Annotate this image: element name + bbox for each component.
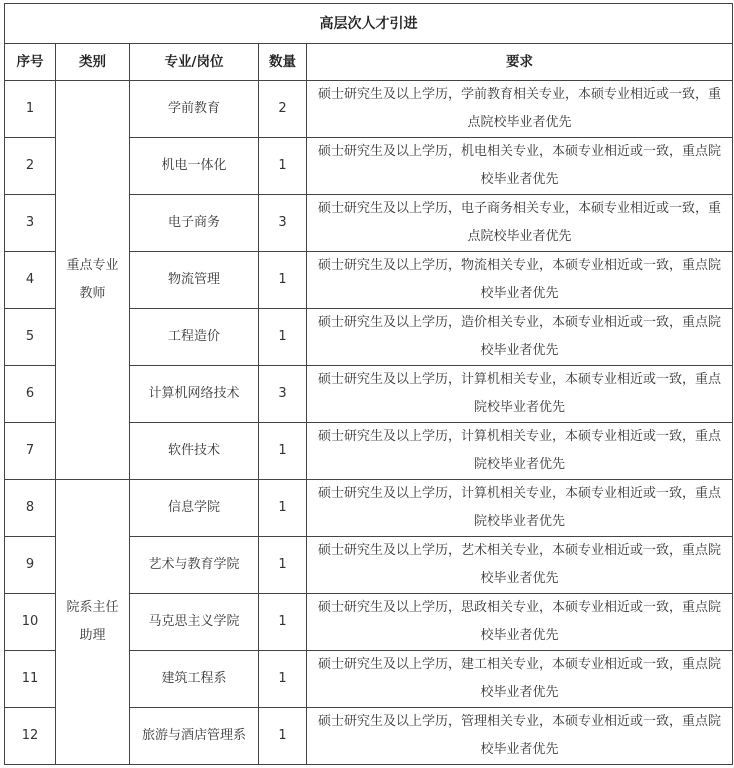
position-cell: 物流管理 <box>130 252 259 309</box>
category-cell <box>56 81 130 480</box>
count-cell: 1 <box>259 708 307 765</box>
row-number: 11 <box>5 651 56 708</box>
header-requirement: 要求 <box>307 44 733 81</box>
requirement-cell: 硕士研究生及以上学历，艺术相关专业，本硕专业相近或一致，重点院校毕业者优先 <box>307 537 733 594</box>
requirement-cell: 硕士研究生及以上学历，机电相关专业，本硕专业相近或一致，重点院校毕业者优先 <box>307 138 733 195</box>
category-label-line2: 助理 <box>79 628 106 643</box>
count-cell: 1 <box>259 423 307 480</box>
position-cell: 艺术与教育学院 <box>130 537 259 594</box>
table-row <box>5 81 733 138</box>
position-cell: 建筑工程系 <box>130 651 259 708</box>
row-number: 7 <box>5 423 56 480</box>
row-number: 9 <box>5 537 56 594</box>
table-row <box>5 480 733 537</box>
count-cell: 2 <box>259 81 307 138</box>
table-title: 高层次人才引进 <box>5 4 733 44</box>
row-number: 5 <box>5 309 56 366</box>
talent-table <box>4 3 733 765</box>
row-number: 2 <box>5 138 56 195</box>
requirement-cell: 硕士研究生及以上学历，电子商务相关专业，本硕专业相近或一致，重点院校毕业者优先 <box>307 195 733 252</box>
position-cell: 电子商务 <box>130 195 259 252</box>
requirement-cell: 硕士研究生及以上学历，计算机相关专业，本硕专业相近或一致，重点院校毕业者优先 <box>307 480 733 537</box>
category-cell <box>56 480 130 765</box>
requirement-cell: 硕士研究生及以上学历，计算机相关专业，本硕专业相近或一致，重点院校毕业者优先 <box>307 366 733 423</box>
count-cell: 3 <box>259 366 307 423</box>
count-cell: 1 <box>259 138 307 195</box>
position-cell: 计算机网络技术 <box>130 366 259 423</box>
requirement-cell: 硕士研究生及以上学历，思政相关专业，本硕专业相近或一致，重点院校毕业者优先 <box>307 594 733 651</box>
requirement-cell: 硕士研究生及以上学历，物流相关专业，本硕专业相近或一致，重点院校毕业者优先 <box>307 252 733 309</box>
count-cell: 3 <box>259 195 307 252</box>
position-cell: 信息学院 <box>130 480 259 537</box>
requirement-cell: 硕士研究生及以上学历，计算机相关专业，本硕专业相近或一致，重点院校毕业者优先 <box>307 423 733 480</box>
header-count: 数量 <box>259 44 307 81</box>
position-cell: 软件技术 <box>130 423 259 480</box>
position-cell: 工程造价 <box>130 309 259 366</box>
requirement-cell: 硕士研究生及以上学历，建工相关专业，本硕专业相近或一致，重点院校毕业者优先 <box>307 651 733 708</box>
count-cell: 1 <box>259 594 307 651</box>
row-number: 10 <box>5 594 56 651</box>
count-cell: 1 <box>259 309 307 366</box>
row-number: 3 <box>5 195 56 252</box>
header-no: 序号 <box>5 44 56 81</box>
position-cell: 旅游与酒店管理系 <box>130 708 259 765</box>
position-cell: 马克思主义学院 <box>130 594 259 651</box>
header-category: 类别 <box>56 44 130 81</box>
category-label-line1: 重点专业 <box>66 258 119 273</box>
row-number: 6 <box>5 366 56 423</box>
category-label-line1: 院系主任 <box>66 600 119 615</box>
count-cell: 1 <box>259 651 307 708</box>
row-number: 4 <box>5 252 56 309</box>
requirement-cell: 硕士研究生及以上学历，造价相关专业，本硕专业相近或一致，重点院校毕业者优先 <box>307 309 733 366</box>
requirement-cell: 硕士研究生及以上学历，管理相关专业，本硕专业相近或一致，重点院校毕业者优先 <box>307 708 733 765</box>
position-cell: 学前教育 <box>130 81 259 138</box>
position-cell: 机电一体化 <box>130 138 259 195</box>
category-label-line2: 教师 <box>79 286 106 301</box>
row-number: 8 <box>5 480 56 537</box>
row-number: 12 <box>5 708 56 765</box>
count-cell: 1 <box>259 537 307 594</box>
header-row <box>5 44 733 81</box>
requirement-cell: 硕士研究生及以上学历，学前教育相关专业，本硕专业相近或一致，重点院校毕业者优先 <box>307 81 733 138</box>
header-position: 专业/岗位 <box>130 44 259 81</box>
row-number: 1 <box>5 81 56 138</box>
title-row <box>5 4 733 44</box>
count-cell: 1 <box>259 480 307 537</box>
count-cell: 1 <box>259 252 307 309</box>
